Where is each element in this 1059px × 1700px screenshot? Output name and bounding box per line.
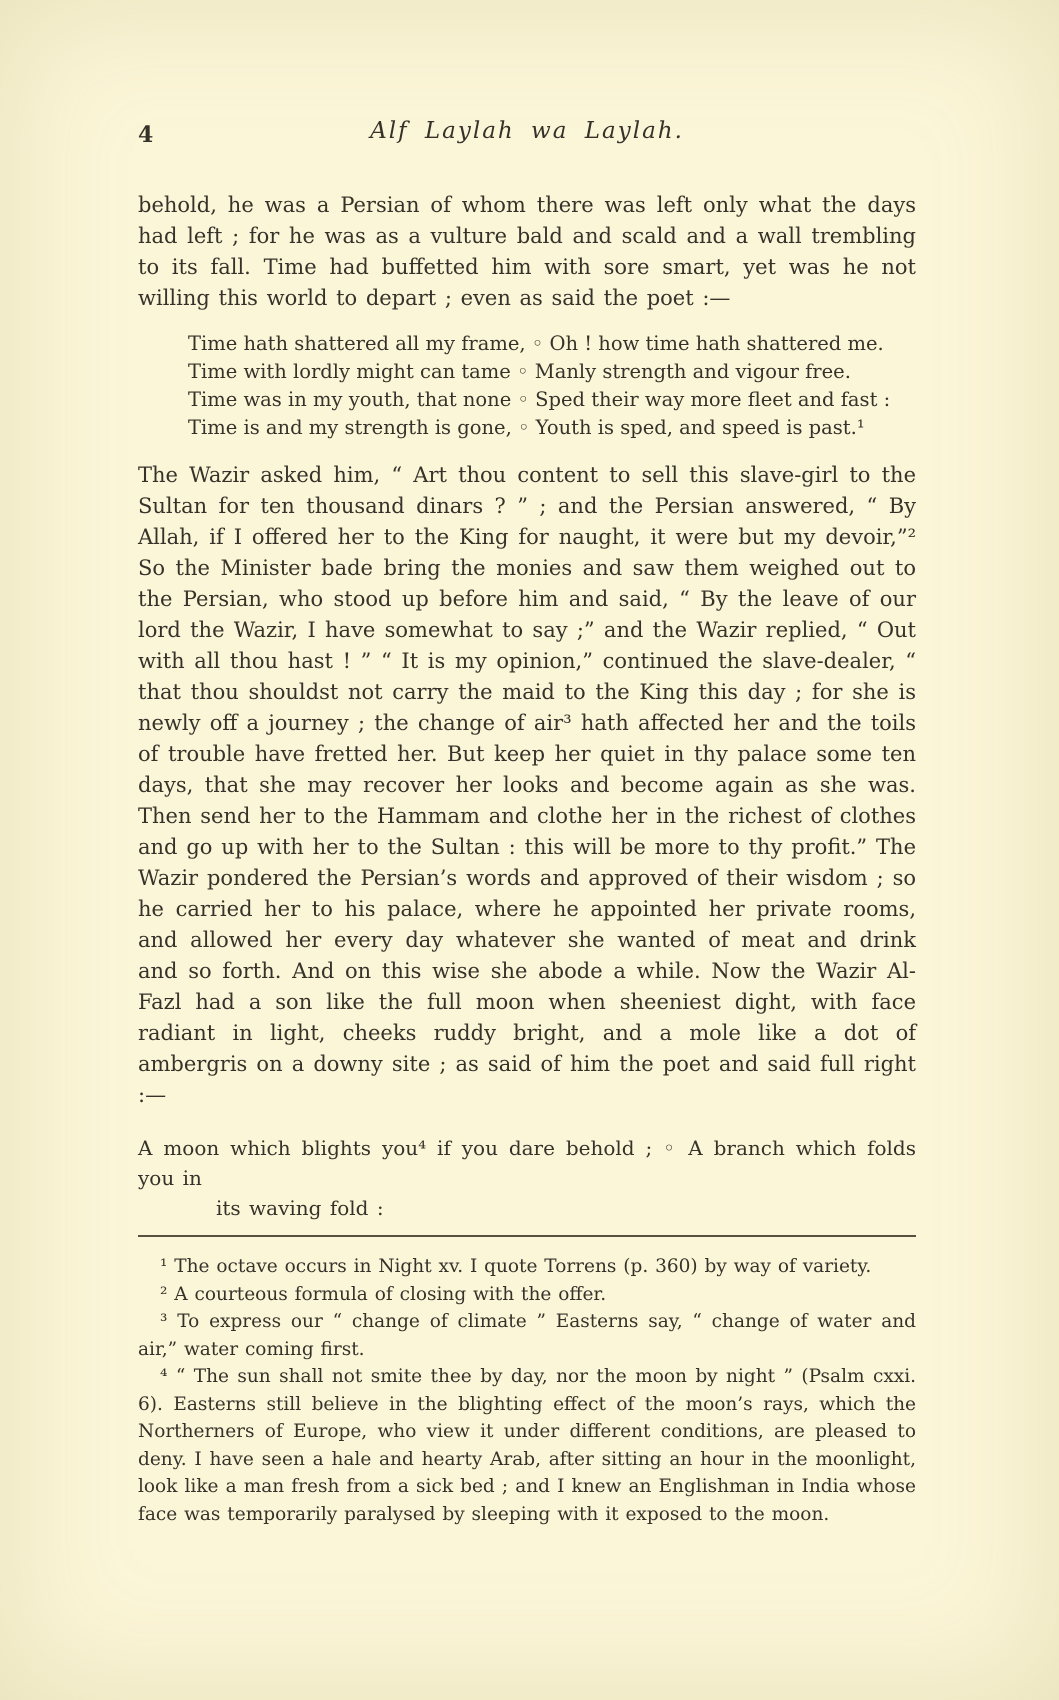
footnote-2: ² A courteous formula of closing with the offer. [160,1283,607,1305]
running-title: Alf Laylah wa Laylah. [370,118,684,144]
footnote-3: ³ To express our “ change of climate ” Easterns say, “ change of water and air,” water coming first. [138,1311,916,1360]
footnote-4: ⁴ “ The sun shall not smite thee by day, nor the moon by night ” (Psalm cxxi. 6). Easterns still believe in the blighting effect of the moon’s rays, which the Northerners of Europe, who view it under different conditions, are pleased to deny. I have seen a hale and hearty Arab, after sitting an hour in the moonlight, look like a man fresh from a sick bed ; and I knew an Englishman in India whose face was temporarily paralysed by sleeping with it exposed to the moon. [138,1366,916,1525]
footnote-1: ¹ The octave occurs in Night xv. I quote Torrens (p. 360) by way of variety. [160,1256,872,1277]
page-header [138,118,916,154]
body-paragraph-2: The Wazir asked him, “ Art thou content to sell this slave-girl to the Sultan for ten thousand dinars ? ” ; and the Persian answered, “ By Allah, if I offered her to the King for naught, it were but my devoir,”² So the Minister bade bring the monies and saw them weighed out to the Persian, who stood up before him and said, “ By the leave of our lord the Wazir, I have somewhat to say ;” and the Wazir replied, “ Out with all thou hast ! ” “ It is my opinion,” continued the slave-dealer, “ that thou shouldst not carry the maid to the King this day ; for she is newly off a journey ; the change of air³ hath affected her and the toils of trouble have fretted her. But keep her quiet in thy palace some ten days, that she may recover her looks and become again as she was. Then send her to the Hammam and clothe her in the richest of clothes and go up with her to the Sultan : this will be more to thy profit.” The Wazir pondered the Persian’s words and approved of their wisdom ; so he carried her to his palace, where he appointed her private rooms, and allowed her every day whatever she wanted of meat and drink and so forth. And on this wise she abode a while. Now the Wazir Al-Fazl had a son like the full moon when sheeniest dight, with face radiant in light, cheeks ruddy bright, and a mole like a dot of ambergris on a downy site ; as said of him the poet and said full right :— [138,463,916,1107]
verse-line: Time was in my youth, that none ◦ Sped their way more fleet and fast : [188,388,891,411]
verse-block-2 [138,1133,916,1223]
text-block [138,118,916,1528]
verse-block-1 [188,330,916,442]
body-paragraph-1: behold, he was a Persian of whom there was left only what the days had left ; for he was as a vulture bald and scald and a wall trembling to its fall. Time had buffetted him with sore smart, yet was he not willing this world to depart ; even as said the poet :— [138,193,916,310]
verse-line: A moon which blights you⁴ if you dare behold ; ◦ A branch which folds you in [138,1136,916,1190]
verse-line: Time with lordly might can tame ◦ Manly strength and vigour free. [188,360,851,383]
verse-line: Time hath shattered all my frame, ◦ Oh ! how time hath shattered me. [188,332,884,355]
verse-line: Time is and my strength is gone, ◦ Youth is sped, and speed is past.¹ [188,416,865,439]
footnote-rule [138,1235,916,1237]
footnotes-section [138,1253,916,1528]
verse-line: its waving fold : [216,1196,384,1220]
page-number: 4 [138,122,155,148]
